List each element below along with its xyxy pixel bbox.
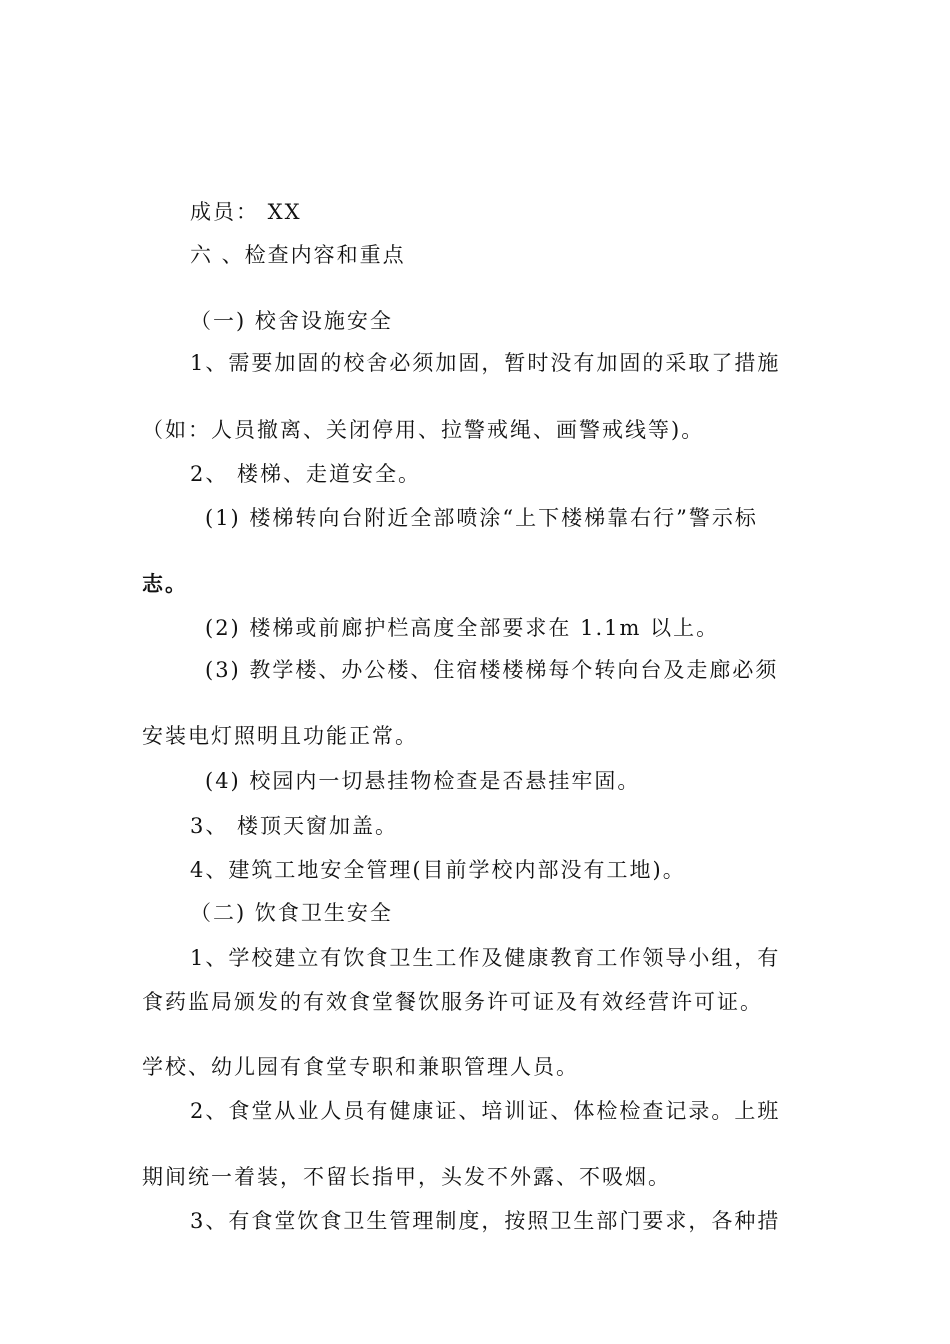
paragraph-line: 2、食堂从业人员有健康证、培训证、体检检查记录。上班 (190, 1099, 781, 1123)
paragraph-line: 志。 (142, 571, 188, 596)
members-line: 成员： XX (190, 200, 302, 224)
paragraph-line: 3、有食堂饮食卫生管理制度，按照卫生部门要求，各种措 (190, 1209, 781, 1233)
paragraph-line: 1、学校建立有饮食卫生工作及健康教育工作领导小组，有 (190, 946, 781, 970)
section-heading-6: 六 、检查内容和重点 (190, 243, 406, 267)
paragraph-line: 2、 楼梯、走道安全。 (190, 462, 422, 486)
paragraph-line: (3) 教学楼、办公楼、住宿楼楼梯每个转向台及走廊必须 (205, 658, 779, 682)
subsection-heading-2: （二) 饮食卫生安全 (190, 901, 393, 925)
paragraph-line: 1、需要加固的校舍必须加固，暂时没有加固的采取了措施 (190, 351, 781, 375)
paragraph-line: (2) 楼梯或前廊护栏高度全部要求在 1.1m 以上。 (205, 616, 720, 640)
paragraph-line: （如：人员撤离、关闭停用、拉警戒绳、画警戒线等)。 (142, 418, 705, 442)
paragraph-line: 学校、幼儿园有食堂专职和兼职管理人员。 (142, 1055, 579, 1079)
paragraph-line: (4) 校园内一切悬挂物检查是否悬挂牢固。 (205, 769, 641, 793)
paragraph-line: 4、建筑工地安全管理(目前学校内部没有工地)。 (190, 858, 686, 882)
paragraph-line: (1) 楼梯转向台附近全部喷涂“上下楼梯靠右行”警示标 (205, 506, 758, 530)
paragraph-line: 期间统一着装，不留长指甲，头发不外露、不吸烟。 (142, 1165, 671, 1189)
paragraph-line: 食药监局颁发的有效食堂餐饮服务许可证及有效经营许可证。 (142, 990, 763, 1014)
subsection-heading-1: （一) 校舍设施安全 (190, 309, 393, 333)
paragraph-line: 3、 楼顶天窗加盖。 (190, 814, 399, 838)
paragraph-line: 安装电灯照明且功能正常。 (142, 724, 418, 748)
